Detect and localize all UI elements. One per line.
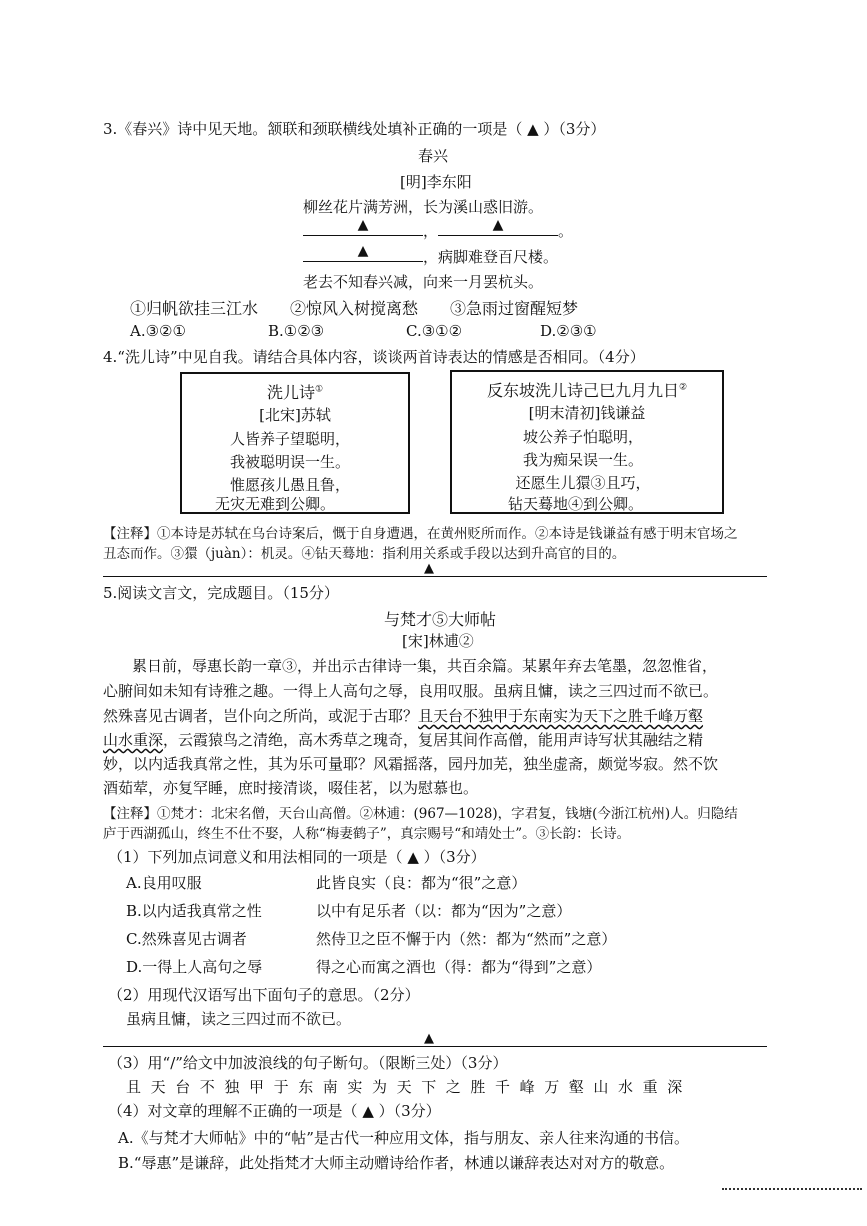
sub1-option-right: 此皆良实（良：都为“很”之意） — [316, 874, 527, 892]
q5-stem: 5.阅读文言文，完成题目。（15分） — [103, 584, 339, 602]
q5-note-1: 【注释】①梵才：北宋名僧，天台山高僧。②林逋：(967—1028)，字君复，钱塘(今浙江杭州)人。归隐结 — [103, 806, 738, 822]
answer-line[interactable] — [103, 576, 767, 577]
q3-line1: 柳丝花片满芳洲，长为溪山惑旧游。 — [303, 198, 544, 216]
q5-para-line: 心腑间如未知有诗雅之趣。一得上人高句之辱，良用叹服。虽病且慵，读之三四过而不欲已。 — [103, 682, 719, 700]
answer-triangle: ▲ — [424, 561, 434, 576]
q5-author: [宋]林逋② — [402, 632, 474, 650]
q5-sub2-sentence: 虽病且慵，读之三四过而不欲已。 — [126, 1010, 352, 1028]
q3-line4: 老去不知春兴减，向来一月罢杭头。 — [303, 273, 544, 291]
q4-note-2: 丑态而作。③獧（juàn）：机灵。④钻天蓦地：指利用关系或手段以达到升高官的目的。 — [103, 546, 626, 562]
q5-para-line: 累日前，辱惠长韵一章③，并出示古律诗一集，共百余篇。某累年弃去笔墨，忽忽惟省， — [132, 657, 718, 675]
answer-blank[interactable] — [303, 217, 423, 236]
q5-sub4-option-a[interactable]: A.《与梵才大师帖》中的“帖”是古代一种应用文体，指与朋友、亲人往来沟通的书信。 — [118, 1129, 689, 1147]
poem2-author: [明末清初]钱谦益 — [528, 404, 646, 422]
poem2-sup: ② — [678, 382, 688, 393]
q3-line3-tail: ，病脚难登百尺楼。 — [423, 248, 559, 266]
poem2-title-line — [452, 378, 722, 401]
sub1-option-right: 以中有足乐者（以：都为“因为”之意） — [316, 902, 572, 920]
q5-note-2: 庐于西湖孤山，终生不仕不娶，人称“梅妻鹤子”，真宗赐号“和靖处士”。③长韵：长诗。 — [103, 826, 631, 842]
answer-blank[interactable] — [438, 217, 558, 236]
answer-line[interactable] — [103, 1046, 767, 1047]
sub1-option-right: 得之心而寓之酒也（得：都为“得到”之意） — [316, 958, 602, 976]
q3-line2: ▲ ， ▲ 。 — [303, 220, 573, 241]
q3-stem: 3.《春兴》诗中见天地。颔联和颈联横线处填补正确的一项是（ ▲ ）（3分） — [103, 120, 606, 138]
poem1-line: 无灾无难到公卿。 — [215, 495, 336, 513]
answer-blank[interactable] — [303, 243, 423, 262]
q4-note-1: 【注释】①本诗是苏轼在乌台诗案后，慨于自身遭遇，在黄州贬所而作。②本诗是钱谦益有感于明末官场之 — [103, 526, 738, 542]
q5-para-text: 然殊喜见古调者，岂仆向之所尚，或泥于古耶？ — [103, 707, 419, 725]
poem1-sup: ① — [314, 384, 324, 395]
q5-para-line — [103, 729, 703, 750]
poem2-line: 还愿生儿獧③且巧， — [515, 474, 651, 492]
poem2-line: 坡公养子怕聪明， — [522, 428, 643, 446]
poem2-line: 我为痴呆误一生。 — [522, 451, 643, 469]
poem1-author: [北宋]苏轼 — [259, 406, 331, 424]
poem1-line: 人皆养子望聪明， — [229, 430, 350, 448]
sub1-option-left[interactable]: A.良用叹服 — [126, 874, 202, 892]
poem2-title: 反东坡洗儿诗己巳九月九日 — [486, 381, 679, 400]
wavy-sentence: 且天台不独甲于东南实为天下之胜千峰万壑 — [418, 707, 704, 725]
q5-sub1-stem: （1）下列加点词意义和用法相同的一项是（ ▲ ）（3分） — [108, 848, 486, 866]
sub1-option-left[interactable]: C.然殊喜见古调者 — [126, 930, 247, 948]
wavy-sentence: 山水重深 — [103, 731, 164, 749]
q5-para-line: 妙，以内适我真常之性，其为乐可量耶？风霜摇落，园丹加芜，独坐虚斋，颇觉岑寂。然不饮 — [103, 755, 719, 773]
q3-choice-d[interactable]: D.②③① — [540, 322, 597, 340]
q3-choice-b[interactable]: B.①②③ — [268, 322, 325, 340]
q3-line3 — [303, 243, 559, 267]
q3-poem-title: 春兴 — [418, 147, 449, 165]
q5-sub3-sentence[interactable]: 且天台不独甲于东南实为天下之胜千峰万壑山水重深 — [126, 1078, 692, 1096]
sub1-option-right: 然侍卫之臣不懈于内（然：都为“然而”之意） — [316, 930, 617, 948]
blank-triangle: ▲ — [357, 217, 369, 233]
q3-choice-a[interactable]: A.③②① — [130, 322, 186, 340]
poem1-line: 我被聪明误一生。 — [229, 453, 350, 471]
sub1-option-left[interactable]: B.以内适我真常之性 — [126, 902, 262, 920]
poem1-title: 洗儿诗 — [266, 383, 315, 402]
poem1-line: 惟愿孩儿愚且鲁， — [229, 476, 350, 494]
q5-para-line — [103, 705, 703, 726]
q4-stem: 4.“洗儿诗”中见自我。请结合具体内容，谈谈两首诗表达的情感是否相同。（4分） — [103, 348, 645, 366]
sub1-option-left[interactable]: D.一得上人高句之辱 — [126, 958, 263, 976]
answer-triangle: ▲ — [424, 1031, 434, 1046]
q5-sub4-stem: （4）对文章的理解不正确的一项是（ ▲ ）（3分） — [108, 1102, 441, 1120]
q3-author: [明]李东阳 — [400, 173, 472, 191]
blank-triangle: ▲ — [492, 217, 504, 233]
q5-para-line: 酒茹荤，亦复罕睡，庶时接清谈，啜佳茗，以为慰慕也。 — [103, 779, 479, 797]
poem1-title-line — [182, 380, 408, 403]
q5-sub2-stem: （2）用现代汉语写出下面句子的意思。（2分） — [108, 986, 420, 1004]
blank-triangle: ▲ — [357, 243, 369, 259]
q5-sub3-stem: （3）用“/”给文中加波浪线的句子断句。（限断三处）（3分） — [108, 1054, 508, 1072]
q5-para-text: ，云霞猿鸟之清绝，高木秀草之瑰奇，复居其间作高僧，能用声诗写状其融结之精 — [163, 731, 704, 749]
poem2-line: 钻天蓦地④到公卿。 — [508, 495, 644, 513]
q5-sub4-option-b[interactable]: B.“辱惠”是谦辞，此处指梵才大师主动赠诗给作者，林逋以谦辞表达对对方的敬意。 — [118, 1154, 675, 1172]
page-edge-dots — [722, 1188, 862, 1190]
q3-options: ①归帆欲挂三江水 ②惊风入树搅离愁 ③急雨过窗醒短梦 — [130, 299, 579, 318]
q3-choice-c[interactable]: C.③①② — [406, 322, 463, 340]
q5-title: 与梵才⑤大师帖 — [384, 610, 497, 629]
